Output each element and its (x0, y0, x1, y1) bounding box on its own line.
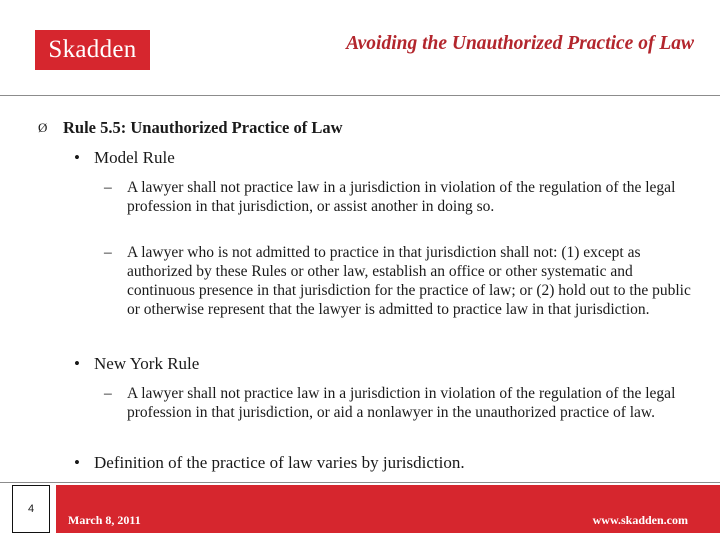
dash-bullet-icon: – (104, 179, 112, 196)
bullet-label: Model Rule (94, 148, 175, 167)
bullet-label: Definition of the practice of law varies by jurisdiction. (94, 453, 465, 472)
model-rule-point-1 (104, 178, 694, 216)
rule-heading-text: Rule 5.5: Unauthorized Practice of Law (63, 118, 343, 137)
slide-title: Avoiding the Unauthorized Practice of Law (346, 33, 694, 54)
bullet-label: New York Rule (94, 354, 200, 373)
page-number: 4 (12, 485, 50, 533)
dash-bullet-icon: – (104, 244, 112, 261)
skadden-logo: Skadden (35, 30, 150, 70)
point-text: A lawyer who is not admitted to practice in that jurisdiction shall not: (1) except as authorized by these Rules or other law, establish an office or other systematic and continuous presence in that jurisdiction for the practice of law; or (2) hold out to the public or otherwise represent that the lawyer is admitted to practice law in that jurisdiction. (127, 244, 691, 318)
bullet-dot-icon: • (74, 354, 80, 373)
footer-website: www.skadden.com (592, 513, 688, 527)
header-divider (0, 95, 720, 96)
model-rule-point-2 (104, 243, 694, 319)
arrow-bullet-icon: Ø (38, 120, 48, 135)
footer-date: March 8, 2011 (68, 513, 141, 527)
point-text: A lawyer shall not practice law in a jurisdiction in violation of the regulation of the legal profession in that jurisdiction, or assist another in doing so. (127, 179, 676, 215)
new-york-rule-point-1 (104, 384, 694, 422)
point-text: A lawyer shall not practice law in a jurisdiction in violation of the regulation of the legal profession in that jurisdiction, or aid a nonlawyer in the unauthorized practice of law. (127, 385, 676, 421)
bullet-dot-icon: • (74, 453, 80, 472)
footer-divider (0, 482, 720, 483)
dash-bullet-icon: – (104, 385, 112, 402)
bullet-dot-icon: • (74, 148, 80, 167)
